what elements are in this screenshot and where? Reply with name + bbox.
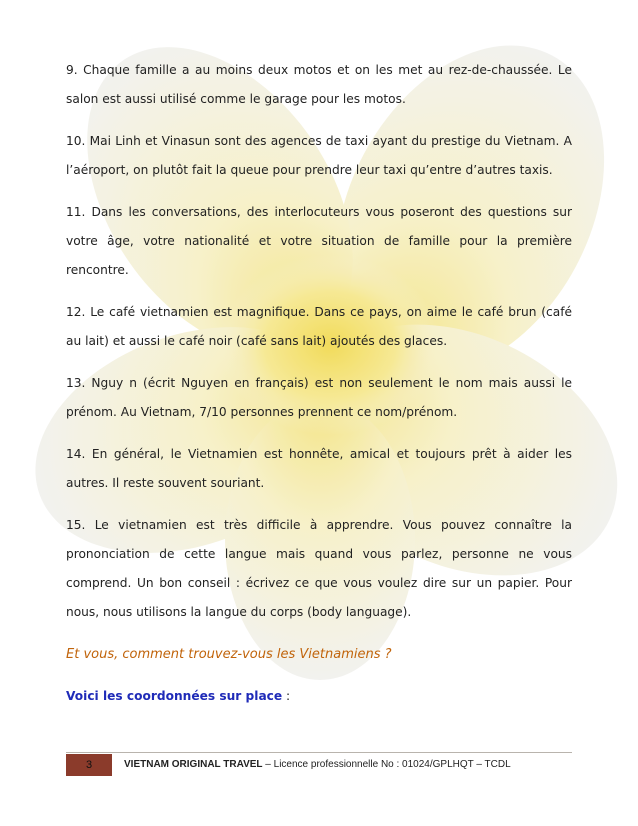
footer-brand: VIETNAM ORIGINAL TRAVEL bbox=[124, 759, 263, 770]
paragraph-11: 11. Dans les conversations, des interlocuteurs vous poseront des questions sur votre âge, votre nationalité et votre situation de famille pour la première rencontre. bbox=[66, 205, 572, 277]
contact-heading bbox=[66, 682, 572, 711]
paragraph-9: 9. Chaque famille a au moins deux motos et on les met au rez-de-chaussée. Le salon est aussi utilisé comme le garage pour les motos. bbox=[66, 63, 572, 106]
paragraph-14: 14. En général, le Vietnamien est honnête, amical et toujours prêt à aider les autres. Il reste souvent souriant. bbox=[66, 447, 572, 490]
page-footer bbox=[66, 752, 572, 777]
page-number-badge: 3 bbox=[66, 754, 112, 776]
footer-license: – Licence professionnelle No : 01024/GPLHQT – TCDL bbox=[262, 759, 511, 770]
contact-heading-text: Voici les coordonnées sur place bbox=[66, 689, 283, 703]
contact-colon: : bbox=[282, 689, 291, 703]
body-text bbox=[66, 56, 572, 711]
paragraph-15: 15. Le vietnamien est très difficile à apprendre. Vous pouvez connaître la prononciation de cette langue mais quand vous parlez, personne ne vous comprend. Un bon conseil : écrivez ce que vous voulez dire sur un papier. Pour nous, nous utilisons la langue du corps (body language). bbox=[66, 518, 572, 619]
paragraph-13: 13. Nguy n (écrit Nguyen en français) est non seulement le nom mais aussi le prénom. Au Vietnam, 7/10 personnes prennent ce nom/prénom. bbox=[66, 376, 572, 419]
footer-text bbox=[124, 759, 511, 770]
paragraph-12: 12. Le café vietnamien est magnifique. Dans ce pays, on aime le café brun (café au lait) et aussi le café noir (café sans lait) ajoutés des glaces. bbox=[66, 305, 572, 348]
question-line: Et vous, comment trouvez-vous les Vietnamiens ? bbox=[66, 647, 392, 662]
paragraph-10: 10. Mai Linh et Vinasun sont des agences de taxi ayant du prestige du Vietnam. A l’aéroport, on plutôt fait la queue pour prendre leur taxi qu’entre d’autres taxis. bbox=[66, 134, 572, 177]
